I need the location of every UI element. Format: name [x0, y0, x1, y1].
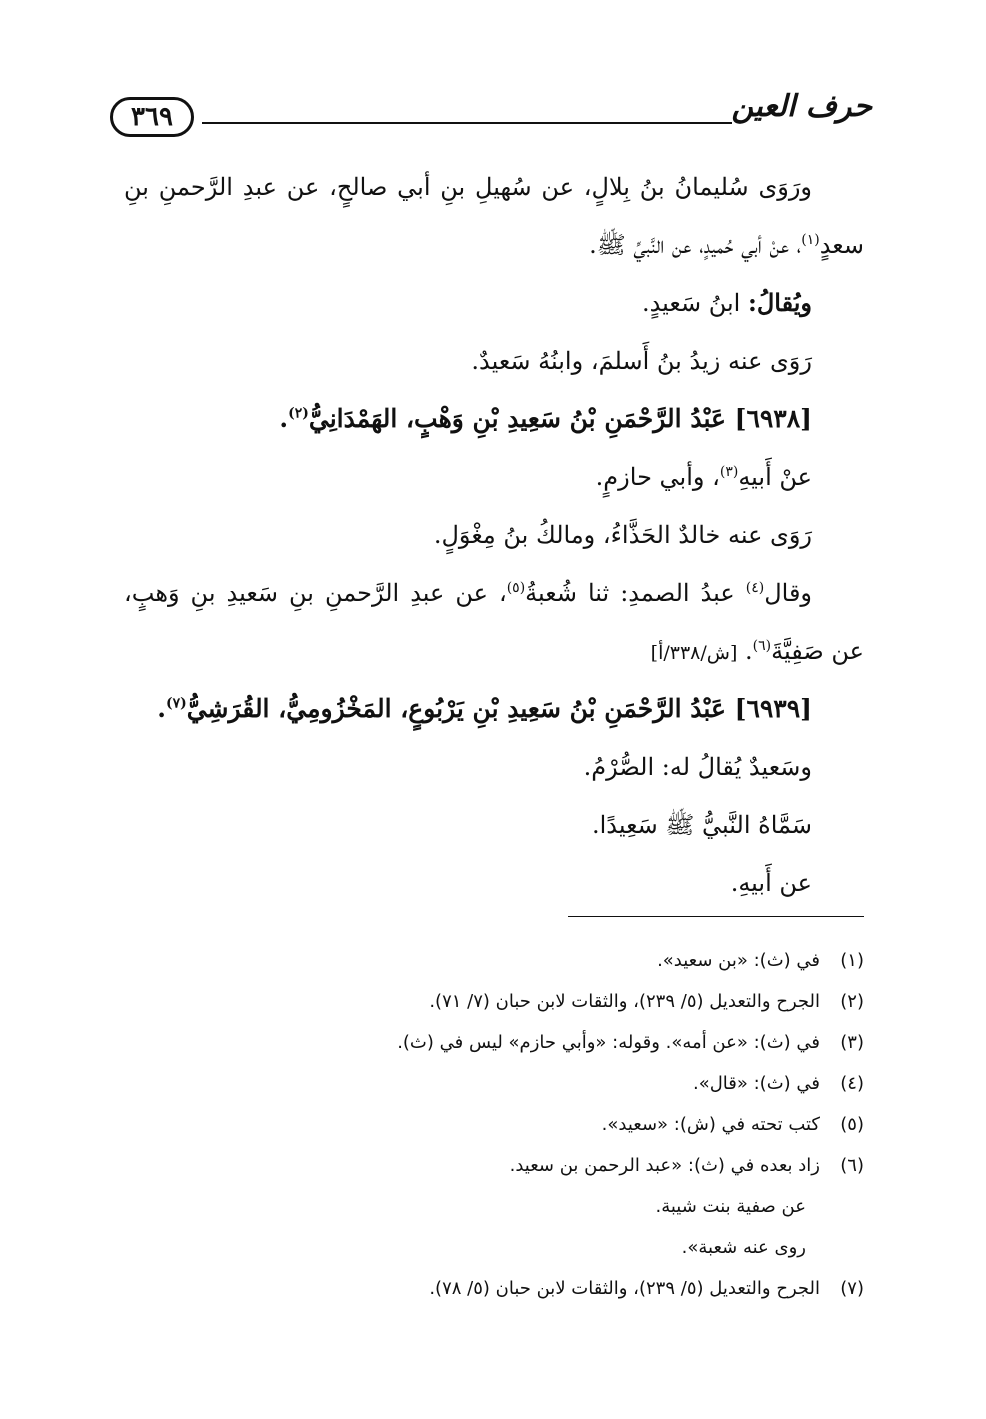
text-run: رَوَى عنه زيدُ بنُ أَسلمَ، وابنُهُ سَعيدٌ.: [471, 347, 812, 375]
footnote-ref[interactable]: (٥): [506, 580, 526, 596]
text-run: وقال: [764, 579, 813, 607]
footnote-item: [124, 1145, 864, 1186]
text-line: [124, 796, 864, 854]
entry-title: [٦٩٣٩] عَبْدُ الرَّحْمَنِ بْنُ سَعِيدِ بْنِ يَرْبُوعٍ، المَخْزُومِيُّ، القُرَشِيُّ: [186, 694, 812, 723]
text-run: عبدُ الصمدِ: ثنا شُعبةُ: [525, 579, 746, 607]
page-header: [110, 85, 872, 145]
footnote-text: في (ث): «بن سعيد».: [657, 950, 820, 971]
footnote-ref[interactable]: (٢): [288, 405, 309, 422]
footnote-number: (٣): [840, 1032, 864, 1053]
chapter-title: حرف العين: [731, 89, 872, 124]
footnote-number: (١): [840, 950, 864, 971]
footnote-text: في (ث): «قال».: [692, 1073, 820, 1094]
footnote-text: زاد بعده في (ث): «عبد الرحمن بن سعيد.: [509, 1155, 820, 1176]
footnote-continuation: [124, 1186, 864, 1227]
footnote-item: [124, 1268, 864, 1309]
text-line: [124, 506, 864, 564]
text-run: عن صَفِيَّةَ: [771, 637, 864, 665]
text-line: [124, 216, 864, 274]
footnote-text: عن صفية بنت شيبة.: [655, 1196, 806, 1217]
text-run: ، عنْ أبي حُميدٍ، عن النَّبيِّ ﷺ.: [589, 231, 802, 259]
footnote-number: (٢): [840, 991, 864, 1012]
main-text: [124, 158, 864, 912]
footnote-text: كتب تحته في (ش): «سعيد».: [601, 1114, 820, 1135]
text-run: ابنُ سَعيدٍ.: [641, 289, 748, 317]
text-run: .: [737, 637, 753, 665]
text-line: [124, 738, 864, 796]
footnote-ref[interactable]: (٦): [752, 638, 772, 654]
text-run: سعدٍ: [819, 231, 864, 259]
footnote-item: [124, 1104, 864, 1145]
header-rule: [202, 122, 732, 124]
footnote-number: (٦): [840, 1155, 864, 1176]
footnotes: [124, 940, 864, 1309]
footnote-text: الجرح والتعديل (٥/ ٢٣٩)، والثقات لابن حبان (٧/ ٧١).: [429, 991, 820, 1012]
text-line: [124, 158, 864, 216]
footnote-separator: [568, 916, 864, 917]
text-run: عنْ أَبيهِ: [738, 463, 812, 491]
text-run: رَوَى عنه خالدٌ الحَذَّاءُ، ومالكُ بنُ مِغْوَلٍ.: [433, 521, 812, 549]
footnote-text: في (ث): «عن أمه». وقوله: «وأبي حازم» ليس في (ث).: [397, 1032, 820, 1053]
text-line: [124, 622, 864, 680]
footnote-ref[interactable]: (٤): [745, 580, 765, 596]
footnote-number: (٥): [840, 1114, 864, 1135]
footnote-continuation: [124, 1227, 864, 1268]
text-line: [124, 274, 864, 332]
text-run: ، وأبي حازمٍ.: [595, 463, 720, 491]
text-run: سَمَّاهُ النَّبيُّ ﷺ سَعِيدًا.: [591, 811, 812, 839]
entry-heading: [124, 680, 864, 738]
bold-label: ويُقالُ:: [747, 288, 812, 317]
footnote-number: (٤): [840, 1073, 864, 1094]
manuscript-marker: [ش/٣٣٨/أ]: [650, 642, 738, 664]
text-line: [124, 448, 864, 506]
text-run: ورَوَى سُليمانُ بنُ بِلالٍ، عن سُهيلِ بنِ أبي صالحٍ، عن عبدِ الرَّحمنِ بنِ: [124, 173, 812, 201]
text-run: ، عن عبدِ الرَّحمنِ بنِ سَعيدِ بنِ وَهبٍ،: [124, 579, 507, 607]
text-line: [124, 564, 864, 622]
entry-heading: [124, 390, 864, 448]
text-run: وسَعيدٌ يُقالُ له: الصُّرْمُ.: [583, 753, 812, 781]
text-run: .: [157, 694, 166, 723]
footnote-ref[interactable]: (٧): [165, 695, 187, 712]
footnote-item: [124, 981, 864, 1022]
footnote-number: (٧): [840, 1278, 864, 1299]
page-number: ٣٦٩: [110, 97, 194, 137]
footnote-item: [124, 940, 864, 981]
text-line: [124, 332, 864, 390]
footnote-item: [124, 1063, 864, 1104]
text-line: [124, 854, 864, 912]
footnote-ref[interactable]: (١): [801, 232, 820, 248]
footnote-text: روى عنه شعبة».: [681, 1237, 806, 1258]
text-run: .: [279, 404, 289, 433]
text-run: عن أَبيهِ.: [730, 869, 812, 897]
footnote-item: [124, 1022, 864, 1063]
footnote-text: الجرح والتعديل (٥/ ٢٣٩)، والثقات لابن حبان (٥/ ٧٨).: [429, 1278, 820, 1299]
entry-title: [٦٩٣٨] عَبْدُ الرَّحْمَنِ بْنُ سَعِيدِ بْنِ وَهْبٍ، الهَمْدَانِيُّ: [308, 404, 812, 433]
footnote-ref[interactable]: (٣): [719, 464, 739, 480]
